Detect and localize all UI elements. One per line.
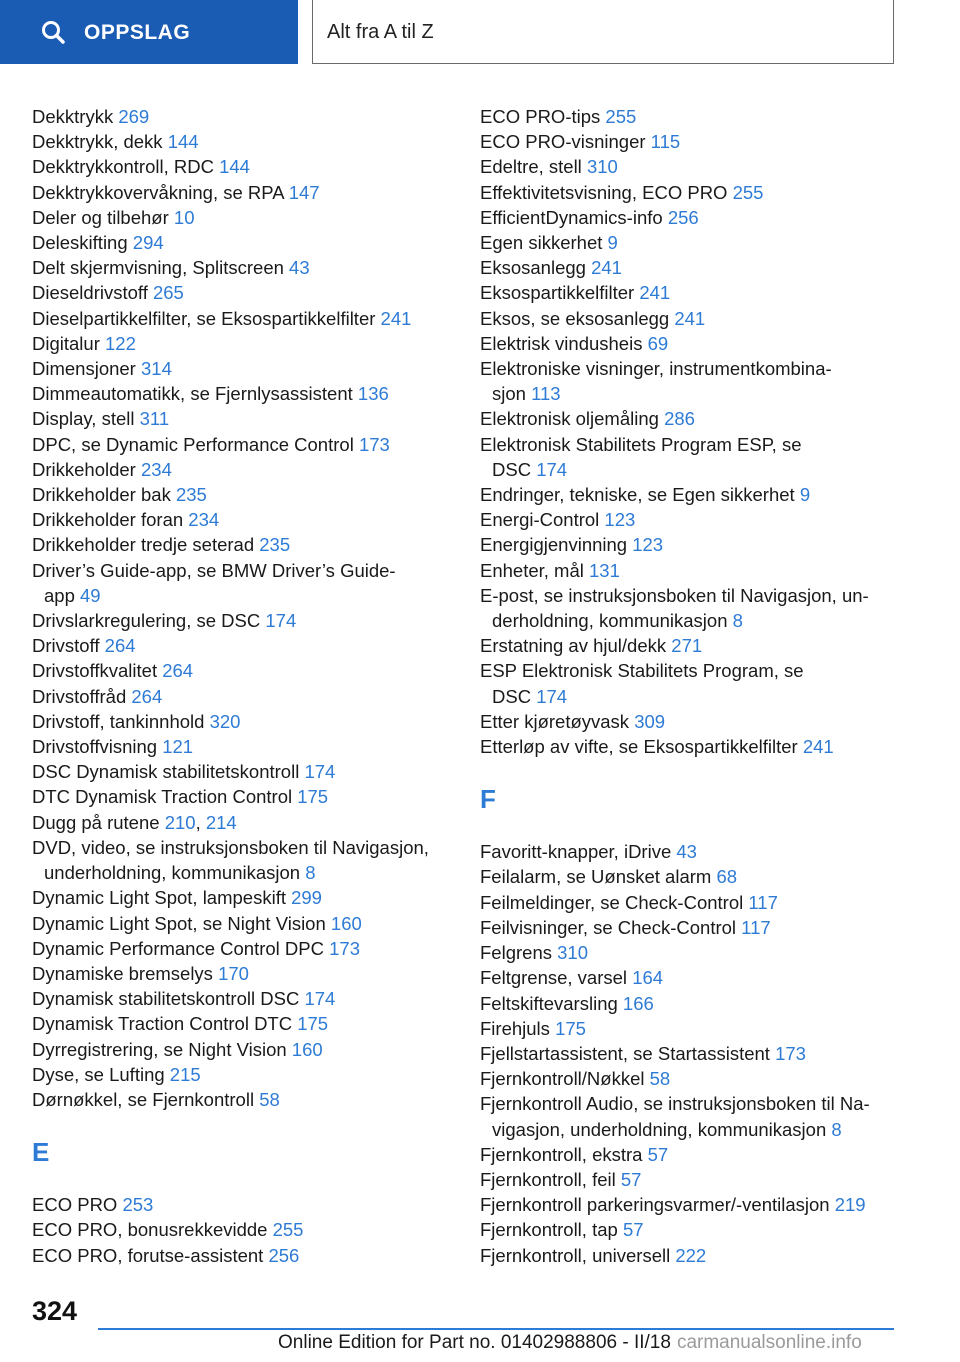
index-entry-text: Feilalarm, se Uønsket alarm [480, 866, 712, 888]
index-entry-text: Elektrisk vindusheis [480, 332, 643, 354]
index-entry [32, 406, 472, 431]
index-entry-text: Eksos, se eksosanlegg [480, 307, 670, 329]
index-entry [480, 356, 910, 406]
index-entry-text: Feltskiftevarsling [480, 992, 618, 1014]
page-reference-link[interactable]: 113 [531, 383, 561, 405]
index-entry [32, 986, 472, 1011]
index-entry-text: Dekktrykk [32, 106, 114, 127]
index-entry-text: Firehjuls [480, 1017, 550, 1039]
page-reference-link[interactable]: 264 [104, 635, 136, 657]
index-entry-text: Energi-Control [480, 509, 600, 531]
chapter-title: Alt fra A til Z [327, 21, 434, 43]
page-reference-link[interactable]: 57 [620, 1168, 642, 1190]
index-entry-text: Drivstoff, tankinnhold [32, 710, 205, 732]
page-reference-link[interactable]: 241 [639, 282, 671, 304]
page-reference-link[interactable]: 10 [173, 206, 195, 228]
index-entry-text: Dynamisk stabilitetskontroll DSC [32, 988, 300, 1010]
index-entry-text: Fjernkontroll/Nøkkel [480, 1068, 645, 1090]
index-entry-text: Fjernkontroll Audio, se instruksjonsboken til Na- [480, 1093, 870, 1115]
index-entry [32, 835, 472, 885]
index-entry [32, 457, 472, 482]
index-entry [32, 331, 472, 356]
index-entry-text: Dimmeautomatikk, se Fjernlysassistent [32, 383, 353, 405]
index-entry [32, 633, 472, 658]
index-entry-continuation: DSC [492, 458, 532, 480]
index-entry [32, 1062, 472, 1087]
index-entry-text: ECO PRO [32, 1194, 118, 1216]
index-entry-text: ESP Elektronisk Stabilitets Program, se [480, 660, 804, 682]
index-entry [32, 709, 472, 734]
index-entry-text: Elektroniske visninger, instrumentkombina- [480, 358, 832, 380]
index-entry [480, 709, 910, 734]
index-entry-text: Effektivitetsvisning, ECO PRO [480, 181, 728, 203]
page-reference-link[interactable]: 174 [265, 610, 297, 632]
index-entry-text: Dieselpartikkelfilter, se Eksospartikkelfilter [32, 307, 376, 329]
index-entry-text: Dørnøkkel, se Fjernkontroll [32, 1088, 255, 1110]
index-entry [32, 608, 472, 633]
index-entry-continuation: derholdning, kommunikasjon [492, 610, 728, 632]
index-entry-text: Feltgrense, varsel [480, 967, 628, 989]
page-reference-link[interactable]: 160 [291, 1038, 323, 1060]
index-entry-text: Felgrens [480, 942, 552, 964]
index-entry [480, 915, 910, 940]
page-reference-link[interactable]: 175 [297, 786, 329, 808]
index-letter-heading: F [480, 784, 496, 815]
page-number: 324 [32, 1296, 78, 1326]
index-entry-text: Feilmeldinger, se Check-Control [480, 891, 744, 913]
index-entry [480, 1041, 910, 1066]
page-reference-link[interactable]: 210 [164, 811, 196, 833]
page-header [0, 0, 960, 66]
page-reference-link[interactable]: 8 [732, 610, 743, 632]
index-entry-text: Feilvisninger, se Check-Control [480, 916, 737, 938]
index-entry-continuation: sjon [492, 383, 526, 405]
page-reference-link[interactable]: 286 [664, 408, 695, 430]
index-entry [32, 784, 472, 809]
index-entry [32, 759, 472, 784]
page-reference-link[interactable]: 222 [675, 1244, 707, 1266]
index-entry [32, 936, 472, 961]
index-entry-text: Eksospartikkelfilter [480, 282, 635, 304]
index-entry [32, 1011, 472, 1036]
page-reference-link[interactable]: 256 [268, 1244, 300, 1266]
index-entry-text: Fjernkontroll, universell [480, 1244, 671, 1266]
index-entry [480, 507, 910, 532]
page-reference-link[interactable]: 255 [732, 181, 764, 203]
index-entry-text: ECO PRO-tips [480, 106, 601, 127]
section-tab-oppslag[interactable] [0, 0, 298, 64]
index-entry-text: Dynamic Performance Control DPC [32, 937, 324, 959]
page-reference-link[interactable]: 166 [622, 992, 654, 1014]
index-entry [480, 864, 910, 889]
index-entry [32, 961, 472, 986]
index-entry [32, 1192, 472, 1217]
index-entry-text: DTC Dynamisk Traction Control [32, 786, 293, 808]
index-entry [32, 205, 472, 230]
page-reference-link[interactable]: 241 [674, 307, 706, 329]
index-entry-text: DSC Dynamisk stabilitetskontroll [32, 761, 300, 783]
index-entry [32, 230, 472, 255]
index-entry-text: Fjernkontroll, ekstra [480, 1143, 643, 1165]
index-entry-text: Dieseldrivstoff [32, 282, 148, 304]
index-entry [32, 432, 472, 457]
page-reference-link[interactable]: 122 [105, 332, 136, 354]
page-reference-link[interactable]: 214 [205, 811, 237, 833]
page-reference-link[interactable]: 264 [162, 660, 194, 682]
index-entry [480, 406, 910, 431]
index-entry-text: Dimensjoner [32, 358, 136, 380]
page-reference-link[interactable]: 241 [591, 257, 622, 279]
index-entry-text: Eksosanlegg [480, 257, 586, 279]
index-entry [32, 356, 472, 381]
index-entry [480, 1016, 910, 1041]
page-reference-link[interactable]: 147 [288, 181, 320, 203]
index-entry-text: E-post, se instruksjonsboken til Navigasjon, un- [480, 584, 869, 606]
page-reference-link[interactable]: 294 [132, 232, 164, 254]
index-entry-text: Fjernkontroll, tap [480, 1219, 618, 1241]
index-entry [32, 482, 472, 507]
index-entry [480, 532, 910, 557]
section-tab-label: OPPSLAG [84, 21, 191, 44]
page-reference-link[interactable]: 175 [297, 1013, 329, 1035]
page-reference-link[interactable]: 8 [305, 862, 316, 884]
index-entry-text: DPC, se Dynamic Performance Control [32, 433, 354, 455]
page-reference-link[interactable]: 256 [667, 206, 699, 228]
index-entry-text: Drivstoffvisning [32, 736, 158, 758]
page-reference-link[interactable]: 57 [647, 1143, 669, 1165]
index-entry-text: Deleskifting [32, 232, 128, 254]
index-entry [480, 940, 910, 965]
page-reference-link[interactable]: 58 [259, 1088, 280, 1110]
page-reference-link[interactable]: 117 [741, 916, 771, 938]
index-entry-text: EfficientDynamics-info [480, 206, 663, 228]
page-reference-link[interactable]: 43 [676, 841, 697, 863]
index-entry [480, 991, 910, 1016]
index-entry-text: Dyrregistrering, se Night Vision [32, 1038, 287, 1060]
page-reference-link[interactable]: 173 [358, 433, 390, 455]
page-reference-link[interactable]: 235 [259, 534, 291, 556]
index-entry-text: Deler og tilbehør [32, 206, 169, 228]
index-entry-text: Favoritt-knapper, iDrive [480, 841, 672, 863]
page-reference-link[interactable]: 58 [649, 1068, 671, 1090]
page-reference-link[interactable]: 234 [188, 509, 220, 531]
page-reference-link[interactable]: 136 [357, 383, 389, 405]
page-reference-link[interactable]: 173 [329, 937, 360, 959]
index-entry-text: ECO PRO, bonusrekkevidde [32, 1219, 268, 1241]
index-entry-text: ECO PRO-visninger [480, 131, 646, 153]
page-reference-link[interactable]: 131 [589, 559, 620, 581]
index-entry [480, 306, 910, 331]
index-entry-text: Energigjenvinning [480, 534, 628, 556]
index-entry-text: Drikkeholder bak [32, 484, 171, 506]
page-reference-link[interactable]: 160 [330, 912, 362, 934]
index-entry-text: Drivstoff [32, 635, 100, 657]
chapter-tab[interactable] [312, 0, 894, 64]
index-entry-text: Dynamiske bremselys [32, 962, 213, 984]
index-entry [32, 1087, 472, 1112]
page-reference-link[interactable]: 174 [304, 988, 336, 1010]
index-entry-text: Dynamisk Traction Control DTC [32, 1013, 293, 1035]
index-entry-text: Enheter, mål [480, 559, 584, 581]
page-reference-link[interactable]: 271 [671, 635, 703, 657]
page-reference-link[interactable]: 265 [152, 282, 184, 304]
index-entry [480, 734, 910, 759]
index-entry [32, 255, 472, 280]
index-entry [480, 482, 910, 507]
index-entry-text: Display, stell [32, 408, 135, 430]
page-reference-link[interactable]: 241 [802, 736, 834, 758]
index-entry [480, 633, 910, 658]
page-reference-link[interactable]: 253 [122, 1194, 154, 1216]
footer [278, 1332, 862, 1354]
index-entry [32, 129, 472, 154]
page-reference-link[interactable]: 175 [555, 1017, 586, 1039]
index-entry-text: Drikkeholder foran [32, 509, 184, 531]
page-reference-link[interactable]: 43 [289, 257, 310, 279]
index-entry-text: Driver’s Guide-app, se BMW Driver’s Guide- [32, 559, 396, 581]
index-entry: Dugg på rutene 210, 214 [32, 811, 237, 833]
index-entry-text: Delt skjermvisning, Splitscreen [32, 257, 284, 279]
edition-text: Online Edition for Part no. 01402988806 - II/18 [278, 1332, 671, 1353]
page-reference-link[interactable]: 314 [141, 358, 172, 380]
index-entry [480, 658, 910, 708]
page-reference-link[interactable]: 255 [272, 1219, 304, 1241]
index-entry [480, 890, 910, 915]
index-entry [480, 331, 910, 356]
page-reference-link[interactable]: 121 [162, 736, 194, 758]
index-entry [32, 911, 472, 936]
page-reference-link[interactable]: 174 [304, 761, 336, 783]
index-entry-text: ECO PRO, forutse-assistent [32, 1244, 264, 1266]
index-entry-text: Fjernkontroll parkeringsvarmer/-ventilasjon [480, 1194, 830, 1216]
index-entry-text: Erstatning av hjul/dekk [480, 635, 667, 657]
index-entry-text: Dynamic Light Spot, se Night Vision [32, 912, 326, 934]
index-entry [480, 965, 910, 990]
index-entry-text: Etter kjøretøyvask [480, 710, 630, 732]
index-entry-text: Drivslarkregulering, se DSC [32, 610, 261, 632]
index-entry-text: Endringer, tekniske, se Egen sikkerhet [480, 484, 795, 506]
index-entry [32, 280, 472, 305]
index-entry [32, 306, 472, 331]
index-entry [480, 1142, 910, 1167]
page-reference-link[interactable]: 174 [536, 458, 568, 480]
page-reference-link[interactable]: 215 [169, 1063, 201, 1085]
index-letter-heading: E [32, 1137, 50, 1168]
page-reference-link[interactable]: 8 [831, 1118, 842, 1140]
page-reference-link[interactable]: 269 [118, 106, 150, 127]
index-entry-text: Edeltre, stell [480, 156, 582, 178]
page-reference-link[interactable]: 173 [775, 1042, 806, 1064]
page-reference-link[interactable]: 49 [80, 584, 101, 606]
page-reference-link[interactable]: 9 [607, 232, 618, 254]
page-reference-link[interactable]: 123 [604, 509, 636, 531]
index-entry [32, 381, 472, 406]
index-entry [32, 684, 472, 709]
index-column-right [480, 104, 910, 1268]
index-entry [480, 583, 910, 633]
index-entry [480, 205, 910, 230]
page-reference-link[interactable]: 57 [622, 1219, 644, 1241]
page-reference-link[interactable]: 9 [799, 484, 811, 506]
index-entry [32, 658, 472, 683]
index-entry-text: Drikkeholder [32, 458, 136, 480]
page-reference-link[interactable]: 241 [380, 307, 412, 329]
index-entry [480, 255, 910, 280]
index-entry [32, 104, 472, 129]
index-entry [32, 1217, 472, 1242]
page-reference-link[interactable]: 123 [632, 534, 664, 556]
index-entry [32, 154, 472, 179]
index-entry-text: Elektronisk oljemåling [480, 408, 659, 430]
page-reference-link[interactable]: 164 [632, 967, 664, 989]
index-entry-text: Digitalur [32, 332, 100, 354]
index-entry-text: Etterløp av vifte, se Eksospartikkelfilter [480, 736, 798, 758]
page-reference-link[interactable]: 235 [175, 484, 207, 506]
index-entry-text: Elektronisk Stabilitets Program ESP, se [480, 433, 802, 455]
page-reference-link[interactable]: 117 [748, 891, 778, 913]
index-entry-continuation: vigasjon, underholdning, kommunikasjon [492, 1118, 827, 1140]
search-icon [40, 19, 66, 45]
page-reference-link[interactable]: 68 [716, 866, 738, 888]
page-reference-link[interactable]: 174 [536, 685, 568, 707]
index-entry [32, 1037, 472, 1062]
index-entry-text: Dynamic Light Spot, lampeskift [32, 887, 286, 909]
index-entry [480, 230, 910, 255]
index-entry [480, 280, 910, 305]
index-entry-text: DVD, video, se instruksjonsboken til Navigasjon, [32, 836, 429, 858]
page-reference-link[interactable]: 144 [219, 156, 250, 178]
index-entry [480, 1066, 910, 1091]
index-entry-continuation: app [44, 584, 75, 606]
index-entry [480, 1217, 910, 1242]
index-entry-text: Drivstoffkvalitet [32, 660, 158, 682]
page-reference-link[interactable]: 234 [141, 458, 172, 480]
page-reference-link[interactable]: 144 [167, 131, 199, 153]
page-reference-link[interactable]: 310 [557, 942, 588, 964]
index-entry-continuation: underholdning, kommunikasjon [44, 862, 301, 884]
index-entry [480, 432, 910, 482]
index-entry [480, 839, 910, 864]
page-reference-link[interactable]: 69 [647, 332, 669, 354]
index-column-left [32, 104, 472, 1268]
index-entry [32, 885, 472, 910]
index-entry [480, 1243, 910, 1268]
index-entry [480, 129, 910, 154]
index-entry-text: Dugg på rutene [32, 811, 160, 833]
index-entry-text: Fjellstartassistent, se Startassistent [480, 1042, 770, 1064]
index-entry [32, 1243, 472, 1268]
index-entry-continuation: DSC [492, 685, 532, 707]
index-entry-text: Dekktrykkovervåkning, se RPA [32, 181, 284, 203]
index-entry-text: Egen sikkerhet [480, 232, 603, 254]
index-entry-text: Dyse, se Lufting [32, 1063, 165, 1085]
page-reference-link[interactable]: 219 [834, 1194, 866, 1216]
page-reference-link[interactable]: 311 [139, 408, 170, 430]
footer-rule [98, 1328, 894, 1330]
index-entry [480, 180, 910, 205]
page-reference-link[interactable]: 309 [634, 710, 666, 732]
page-reference-link[interactable]: 115 [650, 131, 681, 153]
index-entry-text: Fjernkontroll, feil [480, 1168, 616, 1190]
index-entry [32, 558, 472, 608]
index-entry-text: Drikkeholder tredje seterad [32, 534, 255, 556]
index-entry [32, 532, 472, 557]
index-entry [32, 180, 472, 205]
index-entry [32, 734, 472, 759]
page-reference-link[interactable]: 170 [218, 962, 249, 984]
index-entry [480, 1167, 910, 1192]
index-entry [480, 558, 910, 583]
index-entry-text: Drivstoffråd [32, 685, 127, 707]
index-entry [32, 507, 472, 532]
page-reference-link[interactable]: 264 [131, 685, 163, 707]
index-entry [480, 154, 910, 179]
index-entry [480, 1192, 910, 1217]
index-entry-text: Dekktrykk, dekk [32, 131, 163, 153]
index-entry [480, 104, 910, 129]
page-reference-link[interactable]: 255 [605, 106, 637, 127]
page-reference-link[interactable]: 299 [291, 887, 322, 909]
watermark-text: carmanualsonline.info [676, 1332, 862, 1353]
index-entry-text: Dekktrykkontroll, RDC [32, 156, 214, 178]
page-reference-link[interactable]: 320 [209, 710, 241, 732]
page-reference-link[interactable]: 310 [586, 156, 618, 178]
index-entry [480, 1091, 910, 1141]
